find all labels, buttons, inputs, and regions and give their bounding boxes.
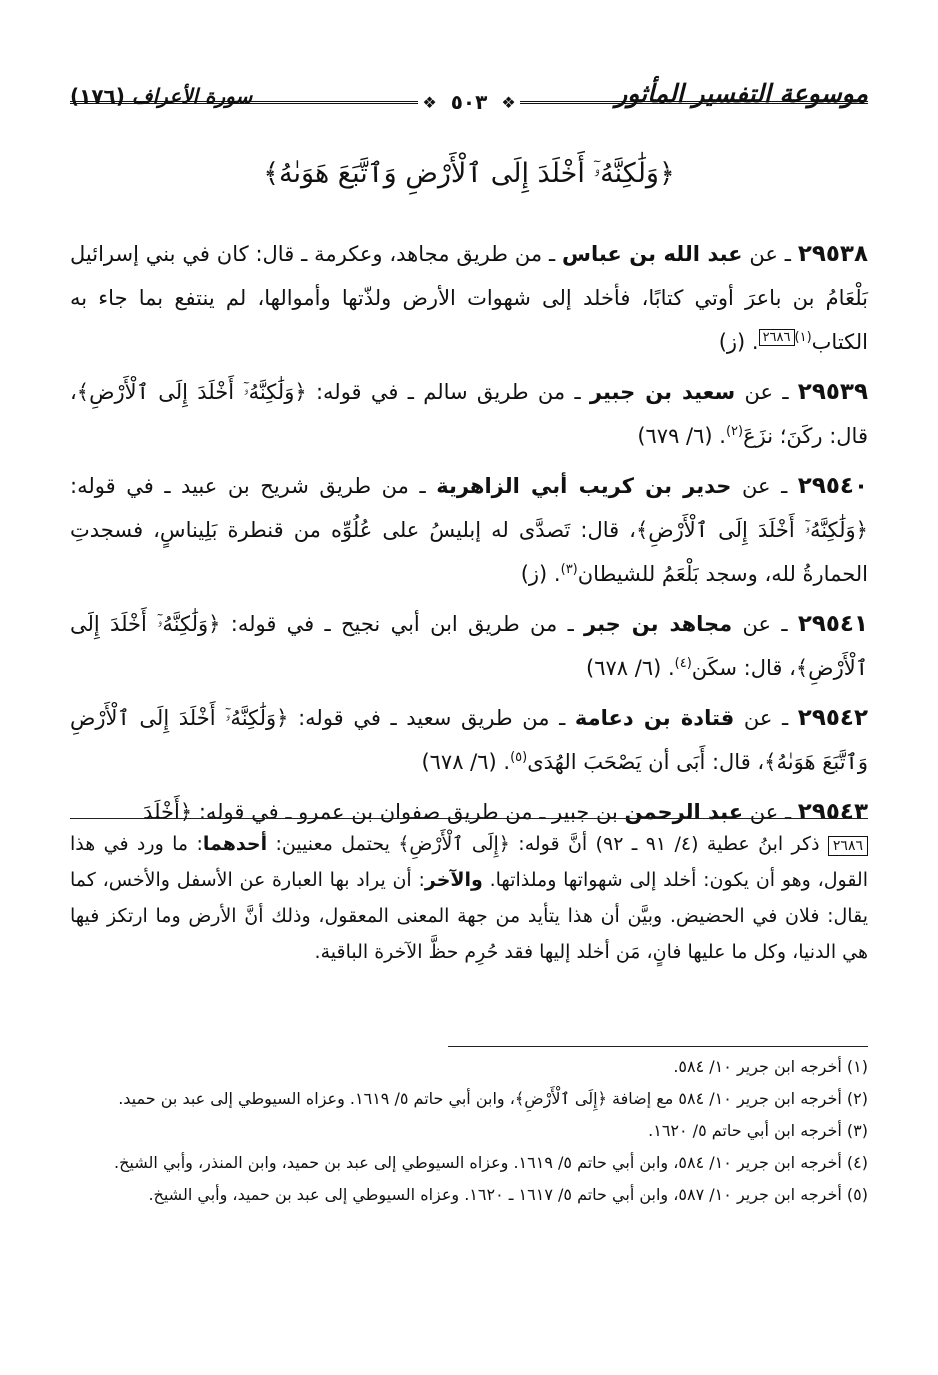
narrator-name: مجاهد بن جبر — [584, 612, 733, 636]
entry-end: . (٦/ ٦٧٩) — [637, 424, 726, 448]
narrator-name: قتادة بن دعامة — [574, 706, 735, 730]
entry-number: ٢٩٥٤٣ — [797, 799, 868, 825]
tafsir-note-ref[interactable]: ٢٦٨٦ — [759, 329, 795, 346]
footnote-ref[interactable]: (٢) — [725, 424, 744, 439]
surah-name: سورة الأعراف — [131, 84, 253, 108]
entry-text: بن جبير ـ من طريق صفوان بن عمرو ـ في قوله: ﴿أَخْلَدَ — [143, 800, 625, 824]
entry-prefix: ـ عن — [742, 242, 798, 266]
second-meaning-label: والآخر — [424, 869, 483, 891]
entry-number: ٢٩٥٣٩ — [797, 379, 868, 405]
rule-line-right — [520, 101, 868, 104]
entry-prefix: ـ عن — [732, 612, 798, 636]
ornament-icon: ❖ — [501, 92, 516, 112]
entry-number: ٢٩٥٣٨ — [797, 241, 869, 267]
page-number: ٥٠٣ — [450, 90, 488, 114]
entry-prefix: ـ عن — [743, 800, 798, 824]
main-text — [70, 232, 868, 840]
footnote-ref[interactable]: (٣) — [560, 562, 578, 577]
second-meaning-text: : أن يراد بها العبارة عن الأسفل والأخس، كما يقال: فلان في الحضيض. وبيَّن أن هذا يتأيد من جهة المعنى المعقول، وذلك أنَّ الأرض وما ارتكز فيها هي الدنيا، وكل ما عليها فانٍ، مَن أخلد إليها فقد حُرِم حظَّ الآخرة الباقية. — [70, 869, 868, 963]
narration-entry — [70, 696, 868, 784]
entry-end: . (٦/ ٦٧٨) — [421, 750, 511, 774]
narrator-name: حدير بن كريب أبي الزاهرية — [436, 474, 732, 498]
tafsir-note-lead: ذكر ابنُ عطية (٤/ ٩١ ـ ٩٢) أنَّ قوله: ﴿إِلَى ٱلْأَرْضِ﴾ يحتمل معنيين: — [267, 833, 828, 855]
footnote-item: (١) أخرجه ابن جرير ١٠/ ٥٨٤. — [673, 1057, 868, 1076]
footnote-item: (٢) أخرجه ابن جرير ١٠/ ٥٨٤ مع إضافة ﴿إِلَى ٱلْأَرْضِ﴾، وابن أبي حاتم ٥/ ١٦١٩. وعزاه السيوطي إلى عبد بن حميد. — [118, 1089, 868, 1108]
ornament-icon: ❖ — [422, 92, 437, 112]
footnotes — [70, 1052, 868, 1212]
footnote-ref[interactable]: (١) — [794, 330, 812, 345]
tafsir-divider — [70, 818, 868, 819]
narration-entry — [70, 232, 868, 364]
narration-entry — [70, 464, 868, 596]
narrator-name: عبد الرحمن — [624, 800, 744, 824]
entry-text: ـ من طريق ابن أبي نجيح ـ في قوله: ﴿وَلَٰكِنَّهُۥٓ أَخْلَدَ إِلَى ٱلْأَرْضِ﴾، قال: سكَن — [70, 612, 868, 680]
entry-end: . (ز) — [520, 562, 561, 586]
entry-end: . (٦/ ٦٧٨) — [586, 656, 675, 680]
first-meaning-text: : ما ورد في هذا القول، وهو أن يكون: أخلد إلى شهواتها وملذاتها. — [70, 833, 869, 891]
rule-line-left — [70, 101, 418, 104]
entry-prefix: ـ عن — [734, 706, 798, 730]
tafsir-note-label: ٢٦٨٦ — [828, 836, 868, 856]
entry-text: ـ من طريق مجاهد، وعكرمة ـ قال: كان في بني إسرائيل بَلْعَامُ بن باعرَ أوتي كتابًا، فأخلد إلى شهوات الأرض ولذّتها وأموالها، لم ينتفع بما جاء به الكتاب — [70, 242, 868, 354]
narration-entry — [70, 370, 868, 458]
footnote-divider — [448, 1046, 868, 1047]
narrator-name: سعيد بن جبير — [589, 380, 736, 404]
entry-number: ٢٩٥٤١ — [797, 611, 869, 637]
footnote-item: (٥) أخرجه ابن جرير ١٠/ ٥٨٧، وابن أبي حاتم ٥/ ١٦١٧ ـ ١٦٢٠. وعزاه السيوطي إلى عبد بن حميد، وأبي الشيخ. — [148, 1185, 868, 1204]
footnote-item: (٣) أخرجه ابن أبي حاتم ٥/ ١٦٢٠. — [648, 1121, 868, 1140]
header-rule — [70, 92, 868, 112]
book-title: موسوعة التفسير المأثور — [615, 79, 868, 108]
narrator-name: عبد الله بن عباس — [561, 242, 743, 266]
entry-number: ٢٩٥٤٠ — [797, 473, 868, 499]
footnote-item: (٤) أخرجه ابن جرير ١٠/ ٥٨٤، وابن أبي حاتم ٥/ ١٦١٩. وعزاه السيوطي إلى عبد بن حميد، وابن المنذر، وأبي الشيخ. — [114, 1153, 868, 1172]
entry-text: ـ من طريق سعيد ـ في قوله: ﴿وَلَٰكِنَّهُۥٓ أَخْلَدَ إِلَى ٱلْأَرْضِ وَٱتَّبَعَ هَوَىٰهُ﴾، قال: أَبَى أن يَصْحَبَ الهُدَى — [70, 706, 868, 774]
footnote-ref[interactable]: (٤) — [674, 656, 692, 671]
verse-heading: ﴿وَلَٰكِنَّهُۥٓ أَخْلَدَ إِلَى ٱلْأَرْضِ وَٱتَّبَعَ هَوَىٰهُ﴾ — [263, 158, 675, 189]
entry-end: . (ز) — [718, 330, 759, 354]
entry-text: ـ من طريق سالم ـ في قوله: ﴿وَلَٰكِنَّهُۥٓ أَخْلَدَ إِلَى ٱلْأَرْضِ﴾، قال: ركَنَ؛ نزَعَ — [70, 380, 868, 448]
verse-ref: (١٧٦) — [70, 84, 125, 108]
tafsir-note — [70, 826, 868, 970]
first-meaning-label: أحدهما — [202, 833, 268, 855]
footnote-ref[interactable]: (٥) — [510, 750, 528, 765]
narration-entry — [70, 602, 868, 690]
entry-text: ـ من طريق شريح بن عبيد ـ في قوله: ﴿وَلَٰكِنَّهُۥٓ أَخْلَدَ إِلَى ٱلْأَرْضِ﴾، قال: تَصدَّى له إبليسُ على عُلُوِّه من قنطرة بَلِيناسٍ، فسجدتِ الحمارةُ لله، وسجد بَلْعَمُ للشيطان — [70, 474, 868, 586]
entry-prefix: ـ عن — [735, 380, 798, 404]
entry-number: ٢٩٥٤٢ — [797, 705, 868, 731]
entry-prefix: ـ عن — [731, 474, 798, 498]
